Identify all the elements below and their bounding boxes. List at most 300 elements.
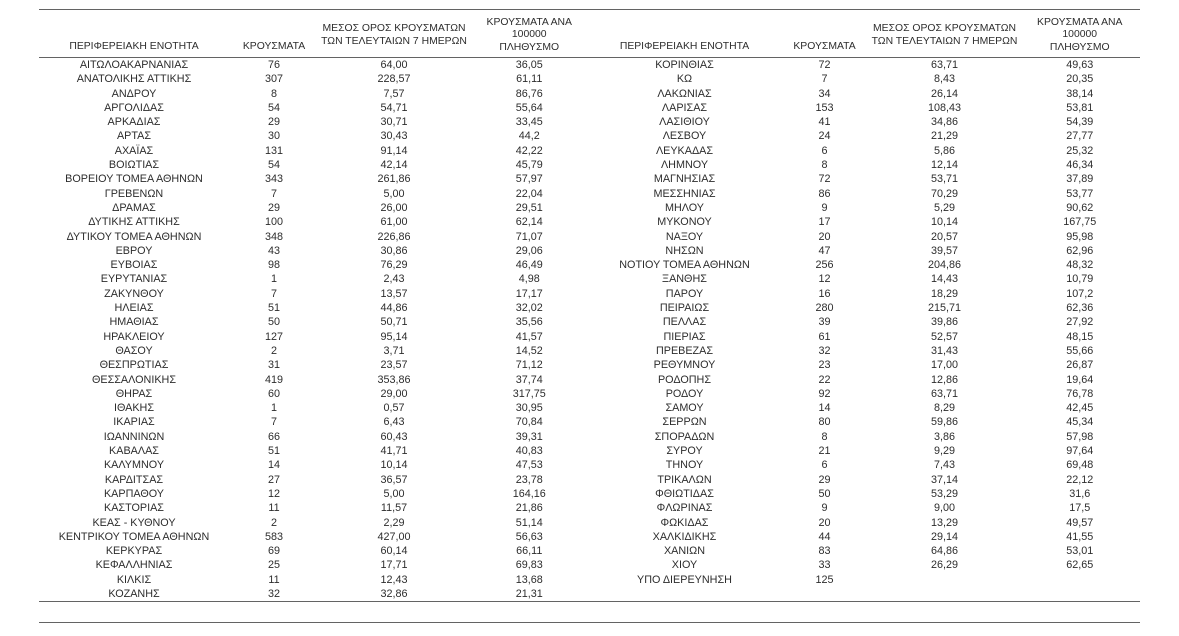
region-cell: ΠΙΕΡΙΑΣ	[663, 330, 706, 343]
table-row	[39, 587, 590, 601]
table-row	[590, 330, 1141, 344]
table-row	[590, 187, 1141, 201]
avg7-cell: 204,86	[927, 259, 962, 272]
avg7-cell: 30,71	[380, 116, 408, 129]
avg7-cell: 5,00	[383, 187, 405, 200]
region-cell: ΛΕΥΚΑΔΑΣ	[655, 144, 714, 157]
per100k-cell: 69,83	[515, 559, 543, 572]
cases-cell: 348	[264, 230, 283, 243]
region-cell: ΜΥΚΟΝΟΥ	[657, 216, 712, 229]
avg7-cell: 60,43	[380, 430, 408, 443]
cases-cell: 1	[270, 273, 277, 286]
avg7-cell: 427,00	[377, 530, 411, 543]
region-cell: ΘΗΡΑΣ	[115, 387, 153, 400]
table-row	[590, 573, 1141, 587]
avg7-cell: 30,86	[380, 244, 408, 257]
cases-cell: 54	[267, 159, 280, 172]
cases-cell: 8	[821, 430, 828, 443]
table-row	[590, 87, 1141, 101]
cases-cell: 27	[267, 473, 280, 486]
table-row	[590, 230, 1141, 244]
per100k-cell: 21,31	[515, 587, 543, 600]
table-row	[590, 473, 1141, 487]
left-table-header	[39, 10, 590, 57]
table-row	[590, 315, 1141, 329]
cases-cell: 86	[818, 187, 831, 200]
per100k-cell: 4,98	[518, 273, 540, 286]
region-cell: ΠΑΡΟΥ	[665, 287, 704, 300]
avg7-cell: 17,71	[380, 559, 408, 572]
per100k-cell: 39,31	[515, 430, 543, 443]
per100k-cell: 14,52	[515, 344, 543, 357]
region-cell: ΛΑΚΩΝΙΑΣ	[657, 87, 712, 100]
cases-cell: 9	[821, 201, 828, 214]
table-row	[590, 144, 1141, 158]
avg7-cell: 8,43	[933, 73, 955, 86]
col-header-per100k-line1: ΚΡΟΥΣΜΑΤΑ ΑΝΑ 100000	[486, 16, 572, 40]
region-cell: ΦΘΙΩΤΙΔΑΣ	[655, 487, 714, 500]
avg7-cell: 30,43	[380, 130, 408, 143]
avg7-cell: 37,14	[930, 473, 959, 486]
region-cell: ΘΕΣΣΑΛΟΝΙΚΗΣ	[91, 373, 176, 386]
per100k-cell: 10,79	[1066, 273, 1094, 286]
cases-cell: 100	[264, 216, 283, 229]
per100k-cell: 30,95	[515, 402, 543, 415]
per100k-cell: 41,55	[1066, 530, 1094, 543]
table-row	[39, 516, 590, 530]
table-header-row	[39, 10, 1140, 58]
region-cell: ΔΡΑΜΑΣ	[112, 201, 156, 214]
region-cell: ΚΕΡΚΥΡΑΣ	[105, 545, 163, 558]
table-row	[590, 458, 1141, 472]
cases-cell: 7	[270, 287, 277, 300]
table-row	[39, 101, 590, 115]
avg7-cell: 12,86	[930, 373, 959, 386]
table-row	[39, 158, 590, 172]
table-row	[39, 473, 590, 487]
table-row	[39, 387, 590, 401]
table-row	[590, 558, 1141, 572]
col-header-avg7-line2: ΤΩΝ ΤΕΛΕΥΤΑΙΩΝ 7 ΗΜΕΡΩΝ	[321, 35, 467, 47]
per100k-cell: 21,86	[515, 502, 543, 515]
cases-cell: 54	[267, 101, 280, 114]
table-row	[39, 458, 590, 472]
avg7-cell: 91,14	[380, 144, 408, 157]
region-cell: ΛΑΣΙΘΙΟΥ	[659, 116, 710, 129]
cases-cell: 20	[818, 516, 831, 529]
table-row	[39, 501, 590, 515]
table-row	[39, 201, 590, 215]
avg7-cell: 54,71	[380, 101, 408, 114]
table-row	[39, 344, 590, 358]
cases-cell: 7	[270, 416, 277, 429]
per100k-cell: 17,17	[515, 287, 543, 300]
cases-cell: 12	[818, 273, 831, 286]
region-cell: ΚΑΣΤΟΡΙΑΣ	[104, 502, 164, 515]
region-cell: ΡΕΘΥΜΝΟΥ	[653, 359, 716, 372]
region-cell: ΡΟΔΟΥ	[665, 387, 704, 400]
region-cell: ΙΩΑΝΝΙΝΩΝ	[103, 430, 165, 443]
table-row	[39, 58, 590, 72]
avg7-cell: 63,71	[930, 59, 959, 71]
per100k-cell: 25,32	[1066, 144, 1094, 157]
cases-cell: 11	[268, 573, 280, 586]
cases-cell: 153	[815, 101, 834, 114]
avg7-cell: 70,29	[930, 187, 959, 200]
per100k-cell: 32,02	[515, 302, 543, 315]
cases-cell: 76	[267, 59, 280, 71]
table-row	[590, 516, 1141, 530]
avg7-cell: 215,71	[927, 302, 962, 315]
cases-cell: 41	[818, 116, 831, 129]
table-row	[590, 287, 1141, 301]
table-row	[39, 573, 590, 587]
per100k-cell: 54,39	[1066, 116, 1094, 129]
avg7-cell	[870, 573, 1020, 587]
table-row	[590, 544, 1141, 558]
per100k-cell: 97,64	[1066, 445, 1094, 458]
table-row	[590, 415, 1141, 429]
avg7-cell: 32,86	[380, 587, 408, 600]
region-cell: ΞΑΝΘΗΣ	[662, 273, 707, 286]
col-header-avg7-line1: ΜΕΣΟΣ ΟΡΟΣ ΚΡΟΥΣΜΑΤΩΝ	[322, 23, 466, 34]
table-row	[39, 530, 590, 544]
per100k-cell: 95,98	[1066, 230, 1094, 243]
per100k-cell: 35,56	[515, 316, 543, 329]
table-row	[39, 415, 590, 429]
avg7-cell: 11,57	[380, 502, 408, 515]
cases-cell: 25	[267, 559, 280, 572]
avg7-cell: 2,29	[383, 516, 405, 529]
region-cell: ΥΠΟ ΔΙΕΡΕΥΝΗΣΗ	[637, 573, 732, 586]
per100k-cell: 46,34	[1066, 159, 1094, 172]
left-table-rows	[39, 58, 590, 601]
col-header-avg7	[319, 10, 469, 57]
per100k-cell: 57,97	[515, 173, 543, 186]
per100k-cell: 107,2	[1066, 287, 1094, 300]
avg7-cell: 2,43	[383, 273, 405, 286]
col-header-per100k-line1: ΚΡΟΥΣΜΑΤΑ ΑΝΑ 100000	[1037, 16, 1123, 40]
cases-cell: 17	[818, 216, 831, 229]
cases-cell: 6	[821, 459, 828, 472]
avg7-cell: 5,00	[383, 487, 405, 500]
region-cell: ΙΚΑΡΙΑΣ	[113, 416, 155, 429]
cases-cell: 21	[818, 445, 831, 458]
col-header-cases-label: ΚΡΟΥΣΜΑΤΑ	[242, 40, 306, 52]
table-row	[39, 244, 590, 258]
avg7-cell: 14,43	[930, 273, 959, 286]
per100k-cell: 55,66	[1066, 344, 1094, 357]
region-cell: ΣΑΜΟΥ	[665, 402, 704, 415]
table-row	[39, 287, 590, 301]
region-cell: ΚΑΒΑΛΑΣ	[109, 445, 159, 458]
cases-cell: 44	[818, 530, 831, 543]
avg7-cell: 13,57	[380, 287, 408, 300]
avg7-cell: 21,29	[930, 130, 959, 143]
per100k-cell: 71,12	[515, 359, 543, 372]
avg7-cell: 3,71	[383, 344, 405, 357]
region-cell: ΦΛΩΡΙΝΑΣ	[656, 502, 713, 515]
table-row	[590, 401, 1141, 415]
region-cell: ΝΑΞΟΥ	[665, 230, 704, 243]
cases-cell: 60	[267, 387, 280, 400]
cases-cell: 72	[818, 59, 831, 71]
col-header-cases	[229, 10, 319, 57]
avg7-cell: 29,00	[380, 387, 408, 400]
table-row	[590, 201, 1141, 215]
per100k-cell: 86,76	[515, 87, 543, 100]
per100k-cell: 37,89	[1066, 173, 1094, 186]
avg7-cell: 95,14	[380, 330, 408, 343]
col-header-per100k	[469, 10, 590, 57]
region-cell: ΑΝΔΡΟΥ	[111, 87, 157, 100]
region-cell: ΤΗΝΟΥ	[665, 459, 704, 472]
avg7-cell: 61,00	[380, 216, 408, 229]
per100k-cell: 48,32	[1066, 259, 1094, 272]
per100k-cell: 45,34	[1066, 416, 1094, 429]
per100k-cell: 61,11	[516, 73, 543, 86]
per100k-cell: 71,07	[515, 230, 543, 243]
cases-cell: 127	[264, 330, 283, 343]
region-cell: ΑΝΑΤΟΛΙΚΗΣ ΑΤΤΙΚΗΣ	[76, 73, 192, 86]
table-row	[590, 373, 1141, 387]
region-cell: ΧΑΛΚΙΔΙΚΗΣ	[652, 530, 717, 543]
table-row	[590, 344, 1141, 358]
cases-cell: 50	[818, 487, 831, 500]
bottom-rule	[39, 622, 1140, 623]
right-table-header	[590, 10, 1141, 57]
per100k-cell: 167,75	[1063, 216, 1097, 229]
avg7-cell: 41,71	[380, 445, 408, 458]
cases-cell: 125	[815, 573, 834, 586]
table-row	[39, 487, 590, 501]
avg7-cell: 44,86	[380, 302, 408, 315]
cases-cell: 419	[264, 373, 283, 386]
table-row	[590, 430, 1141, 444]
cases-cell: 307	[264, 73, 283, 86]
footer-gap	[39, 602, 1140, 622]
avg7-cell: 12,14	[930, 159, 959, 172]
per100k-cell: 38,14	[1066, 87, 1094, 100]
region-cell: ΑΡΓΟΛΙΔΑΣ	[104, 101, 164, 114]
cases-cell: 34	[818, 87, 831, 100]
avg7-cell: 226,86	[377, 230, 411, 243]
cases-cell: 24	[818, 130, 831, 143]
table-row	[590, 444, 1141, 458]
avg7-cell: 9,29	[933, 445, 955, 458]
region-cell: ΕΥΒΟΙΑΣ	[110, 259, 158, 272]
region-cell: ΚΕΦΑΛΛΗΝΙΑΣ	[95, 559, 173, 572]
cases-cell: 23	[818, 359, 831, 372]
cases-cell: 98	[267, 259, 280, 272]
avg7-cell: 53,71	[930, 173, 959, 186]
per100k-cell: 49,57	[1066, 516, 1094, 529]
per100k-cell: 56,63	[515, 530, 543, 543]
table-row	[39, 358, 590, 372]
cases-cell: 20	[818, 230, 831, 243]
cases-cell: 47	[818, 244, 831, 257]
avg7-cell: 17,00	[930, 359, 959, 372]
cases-cell: 343	[264, 173, 283, 186]
per100k-cell: 164,16	[512, 487, 546, 500]
avg7-cell: 9,00	[933, 502, 955, 515]
avg7-cell: 108,43	[927, 101, 962, 114]
per100k-cell: 62,36	[1066, 302, 1094, 315]
region-cell: ΜΕΣΣΗΝΙΑΣ	[653, 187, 716, 200]
avg7-cell: 10,14	[930, 216, 959, 229]
cases-cell: 14	[818, 402, 831, 415]
avg7-cell: 353,86	[377, 373, 411, 386]
cases-cell: 9	[821, 502, 828, 515]
cases-cell: 80	[818, 416, 831, 429]
region-cell: ΣΕΡΡΩΝ	[662, 416, 707, 429]
avg7-cell: 5,29	[933, 201, 955, 214]
region-cell: ΚΩ	[676, 73, 693, 86]
cases-cell: 29	[267, 116, 280, 129]
avg7-cell: 5,86	[933, 144, 955, 157]
per100k-cell: 48,15	[1066, 330, 1094, 343]
region-cell: ΗΜΑΘΙΑΣ	[109, 316, 159, 329]
col-header-region	[590, 10, 780, 57]
table-row	[39, 258, 590, 272]
region-cell: ΣΥΡΟΥ	[666, 445, 703, 458]
region-cell: ΚΟΡΙΝΘΙΑΣ	[655, 59, 714, 71]
cases-cell: 31	[267, 359, 280, 372]
table-row	[39, 144, 590, 158]
col-header-avg7	[870, 10, 1020, 57]
cases-cell: 7	[821, 73, 828, 86]
per100k-cell: 29,06	[515, 244, 543, 257]
region-cell: ΑΧΑΪΑΣ	[114, 144, 154, 157]
region-cell: ΠΕΙΡΑΙΩΣ	[659, 302, 710, 315]
col-header-avg7-line2: ΤΩΝ ΤΕΛΕΥΤΑΙΩΝ 7 ΗΜΕΡΩΝ	[871, 35, 1018, 47]
table-row	[590, 501, 1141, 515]
per100k-cell: 49,63	[1066, 59, 1094, 71]
avg7-cell: 0,57	[383, 402, 405, 415]
region-cell: ΕΥΡΥΤΑΝΙΑΣ	[100, 273, 168, 286]
region-cell: ΒΟΡΕΙΟΥ ΤΟΜΕΑ ΑΘΗΝΩΝ	[65, 173, 203, 186]
region-cell: ΗΡΑΚΛΕΙΟΥ	[103, 330, 165, 343]
per100k-cell: 20,35	[1066, 73, 1094, 86]
per100k-cell: 42,45	[1066, 402, 1094, 415]
right-table-rows	[590, 58, 1141, 587]
region-cell: ΝΟΤΙΟΥ ΤΟΜΕΑ ΑΘΗΝΩΝ	[619, 259, 750, 272]
table-row	[590, 101, 1141, 115]
per100k-cell: 62,65	[1066, 559, 1094, 572]
region-cell: ΠΕΛΛΑΣ	[662, 316, 707, 329]
per100k-cell: 62,96	[1066, 244, 1094, 257]
table-row	[39, 544, 590, 558]
table-row	[590, 301, 1141, 315]
region-cell: ΦΩΚΙΔΑΣ	[660, 516, 709, 529]
avg7-cell: 7,57	[383, 87, 405, 100]
per100k-cell: 33,45	[515, 116, 543, 129]
per100k-cell: 53,81	[1066, 101, 1094, 114]
region-cell: ΑΡΤΑΣ	[116, 130, 152, 143]
table-row	[39, 330, 590, 344]
col-header-region	[39, 10, 229, 57]
region-cell: ΕΒΡΟΥ	[115, 244, 153, 257]
table-row	[590, 215, 1141, 229]
region-cell: ΚΑΛΥΜΝΟΥ	[103, 459, 165, 472]
region-cell: ΘΕΣΠΡΩΤΙΑΣ	[99, 359, 169, 372]
cases-cell: 29	[818, 473, 831, 486]
region-cell: ΡΟΔΟΠΗΣ	[657, 373, 712, 386]
avg7-cell: 64,86	[930, 545, 959, 558]
table-row	[590, 72, 1141, 86]
col-header-cases	[780, 10, 870, 57]
per100k-cell: 62,14	[515, 216, 543, 229]
per100k-cell	[1020, 573, 1141, 587]
per100k-cell: 47,53	[515, 459, 543, 472]
table-row	[39, 72, 590, 86]
per100k-cell: 26,87	[1066, 359, 1094, 372]
avg7-cell: 3,86	[933, 430, 955, 443]
table-row	[39, 301, 590, 315]
table-row	[39, 187, 590, 201]
per100k-cell: 44,2	[518, 130, 540, 143]
region-cell: ΛΕΣΒΟΥ	[662, 130, 707, 143]
per100k-cell: 42,22	[515, 144, 543, 157]
cases-cell: 6	[821, 144, 828, 157]
table-row	[590, 115, 1141, 129]
table-row	[590, 358, 1141, 372]
avg7-cell: 228,57	[377, 73, 411, 86]
cases-cell: 51	[267, 302, 280, 315]
avg7-cell: 50,71	[380, 316, 408, 329]
avg7-cell: 10,14	[380, 459, 408, 472]
per100k-cell: 31,6	[1069, 487, 1091, 500]
cases-cell: 280	[815, 302, 834, 315]
per100k-cell: 57,98	[1066, 430, 1094, 443]
per100k-cell: 22,12	[1066, 473, 1094, 486]
table-row	[590, 530, 1141, 544]
region-cell: ΜΗΛΟΥ	[664, 201, 705, 214]
region-cell: ΑΙΤΩΛΟΑΚΑΡΝΑΝΙΑΣ	[79, 59, 189, 71]
region-cell: ΖΑΚΥΝΘΟΥ	[104, 287, 164, 300]
per100k-cell: 317,75	[512, 387, 546, 400]
cases-cell: 14	[267, 459, 280, 472]
table-row	[590, 487, 1141, 501]
avg7-cell: 18,29	[930, 287, 959, 300]
avg7-cell: 42,14	[380, 159, 408, 172]
avg7-cell: 76,29	[380, 259, 408, 272]
col-header-region-label: ΠΕΡΙΦΕΡΕΙΑΚΗ ΕΝΟΤΗΤΑ	[69, 40, 199, 52]
cases-cell: 92	[818, 387, 831, 400]
col-header-cases-label: ΚΡΟΥΣΜΑΤΑ	[793, 40, 856, 52]
per100k-cell: 27,92	[1066, 316, 1094, 329]
cases-cell: 30	[267, 130, 280, 143]
table-row	[590, 244, 1141, 258]
per100k-cell: 55,64	[515, 101, 543, 114]
per100k-cell: 17,5	[1069, 502, 1091, 515]
cases-cell: 50	[267, 316, 280, 329]
cases-cell: 131	[264, 144, 283, 157]
avg7-cell: 31,43	[930, 344, 959, 357]
per100k-cell: 66,11	[516, 545, 543, 558]
region-cell: ΓΡΕΒΕΝΩΝ	[104, 187, 164, 200]
avg7-cell: 63,71	[930, 387, 959, 400]
cases-cell: 32	[818, 344, 831, 357]
cases-cell: 2	[270, 344, 277, 357]
per100k-cell: 22,04	[515, 187, 543, 200]
avg7-cell: 7,43	[933, 459, 955, 472]
per100k-cell: 69,48	[1066, 459, 1094, 472]
region-cell: ΛΑΡΙΣΑΣ	[661, 101, 708, 114]
cases-cell: 256	[815, 259, 834, 272]
per100k-cell: 13,68	[515, 573, 543, 586]
cases-cell: 7	[270, 187, 277, 200]
